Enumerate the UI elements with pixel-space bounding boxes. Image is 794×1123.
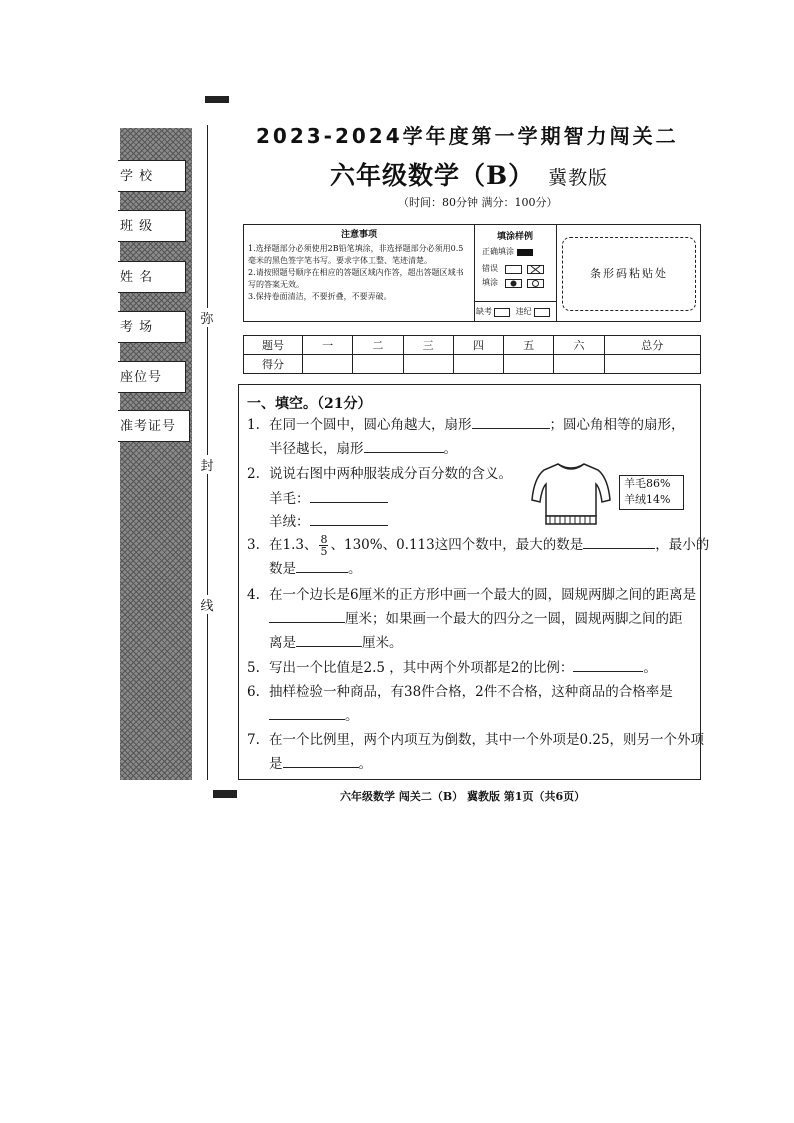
answer-blank[interactable] [573,657,643,672]
edition-label: 冀教版 [548,167,609,189]
seat-number-field[interactable]: 座位号 [118,361,186,393]
answer-blank[interactable] [296,558,348,573]
score-cell[interactable] [353,355,403,374]
school-field[interactable]: 学 校 [118,160,186,192]
score-cell[interactable] [403,355,453,374]
score-cell[interactable] [504,355,554,374]
seal-char-feng: 封 [198,455,216,474]
table-row: 得分 [244,355,701,374]
score-cell[interactable] [554,355,604,374]
composition-legend: 羊毛86% 羊绒14% [619,475,684,510]
page-footer: 六年级数学 闯关二（B） 冀教版 第1页（共6页） [340,790,586,803]
question-6: 6. 抽样检验一种商品，有38件合格，2件不合格，这种商品的合格率是 [247,684,673,700]
exam-room-field[interactable]: 考 场 [118,311,186,343]
question-4: 4. 在一个边长是6厘米的正方形中画一个最大的圆，圆规两脚之间的距离是 [247,587,697,603]
fill-sample: 填涂样例 正确填涂 错误 填涂 缺考 违纪 [474,225,557,321]
question-5: 5. 写出一个比值是2.5 ，其中两个外项都是2的比例： 。 [247,656,657,680]
section-title: 一、填空。（21分） [247,396,372,412]
time-score-info: （时间：80分钟 满分：100分） [398,196,558,209]
wrong-fill-icons [505,265,547,274]
question-1: 1. 在同一个圆中，圆心角越大，扇形 ；圆心角相等的扇形， [247,413,685,437]
notice-item: 3.保持卷面清洁，不要折叠，不要弄破。 [248,292,392,301]
table-row: 题号 一 二 三 四 五 六 总分 [244,336,701,355]
top-corner-marker [205,96,229,103]
correct-fill-icon [517,249,533,256]
name-field[interactable]: 姓 名 [118,261,186,293]
score-table [243,335,701,374]
question-7: 7. 在一个比例里，两个内项互为倒数，其中一个外项是0.25，则另一个外项 [247,732,705,748]
sweater-icon [530,460,612,526]
score-cell[interactable] [303,355,353,374]
subject-title: 六年级数学（B） 冀教版 [330,161,609,190]
fraction: $\frac{8}{5}$ [320,533,328,558]
violation-box[interactable] [534,308,550,317]
answer-blank[interactable] [310,488,388,503]
absent-box[interactable] [494,308,510,317]
notice-item: 1.选择题部分必须使用2B铅笔填涂，非选择题部分必须用0.5毫米的黑色签字笔书写。要求字体工整、笔迹清楚。 [248,244,464,265]
notice-item: 2.请按照题号顺序在相应的答题区域内作答，超出答题区域书写的答案无效。 [248,268,464,289]
score-cell[interactable] [453,355,503,374]
score-cell[interactable] [604,355,700,374]
question-3: 3. 在1.3、 $\frac{8}{5}$ 、130%、0.113这四个数中，最大的数是 ，最小的 [247,533,710,558]
notice-box [243,224,701,322]
barcode-area: 条形码粘贴处 [562,237,696,311]
answer-blank[interactable] [296,632,362,647]
answer-blank[interactable] [583,534,655,549]
wrong-fill-icons-2 [505,279,547,288]
question-2: 2. 说说右图中两种服装成分百分数的含义。 [247,466,512,482]
seal-char-xian: 线 [198,595,216,614]
class-field[interactable]: 班 级 [118,210,186,242]
answer-blank[interactable] [310,511,388,526]
bottom-corner-marker [213,790,237,798]
notice-instructions: 注意事项 1.选择题部分必须使用2B铅笔填涂，非选择题部分必须用0.5毫米的黑色签字笔书写。要求字体工整、笔迹清楚。 2.请按照题号顺序在相应的答题区域内作答，超出答题区域书写的答案无效。 3.保持卷面清洁，不要折叠，不要弄破。 [244,225,475,321]
exam-title: 2023-2024学年度第一学期智力闯关二 [256,124,679,148]
seal-line [207,125,208,780]
answer-blank[interactable] [269,608,345,623]
answer-blank[interactable] [472,414,550,429]
seal-char-mi: 弥 [198,308,216,327]
answer-blank[interactable] [269,705,345,720]
answer-blank[interactable] [364,438,444,453]
answer-blank[interactable] [283,753,359,768]
admission-number-field[interactable]: 准考证号 [118,410,190,442]
